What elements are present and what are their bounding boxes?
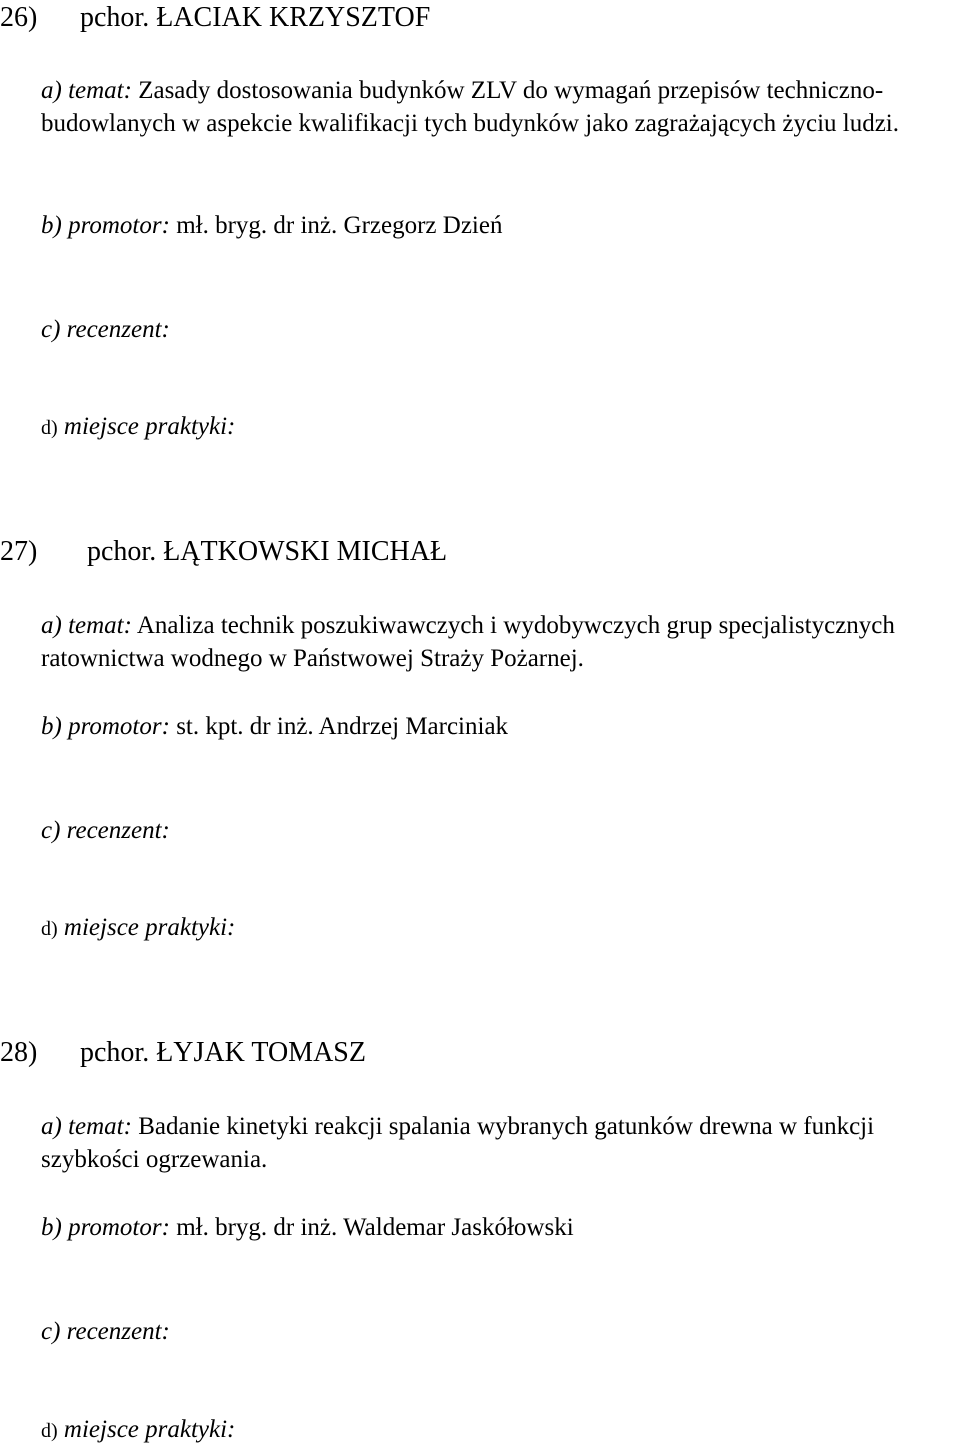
entry-heading [0, 1037, 366, 1069]
reviewer-label: c) recenzent: [41, 316, 170, 343]
place-label: miejsce praktyki: [63, 1416, 236, 1443]
place-label: miejsce praktyki: [63, 413, 236, 440]
reviewer-line [41, 814, 960, 847]
entry-number: 28) [0, 1037, 38, 1068]
topic-line [41, 609, 960, 675]
topic-label: a) temat: [41, 612, 132, 639]
reviewer-label: c) recenzent: [41, 817, 170, 844]
promoter-name: st. kpt. dr inż. Andrzej Marciniak [176, 713, 509, 740]
student-name: pchor. ŁYJAK TOMASZ [80, 1037, 366, 1068]
entry-heading [0, 536, 447, 568]
place-line [41, 911, 960, 946]
promoter-line [41, 710, 960, 743]
topic-text: Zasady dostosowania budynków ZLV do wymagań przepisów techniczno-budowlanych w aspekcie kwalifikacji tych budynków jako zagrażających życiu ludzi. [41, 77, 900, 137]
place-letter: d) [41, 417, 58, 439]
topic-label: a) temat: [41, 1113, 132, 1140]
topic-text: Analiza technik poszukiwawczych i wydobywczych grup specjalistycznych ratownictwa wodnego w Państwowej Straży Pożarnej. [41, 612, 895, 672]
place-line [41, 410, 960, 445]
entry-number: 26) [0, 2, 38, 33]
reviewer-line [41, 313, 960, 346]
topic-line [41, 74, 960, 140]
student-name: pchor. ŁĄTKOWSKI MICHAŁ [87, 536, 448, 567]
topic-label: a) temat: [41, 77, 132, 104]
topic-line [41, 1110, 960, 1176]
promoter-line [41, 209, 960, 242]
entry-number: 27) [0, 536, 38, 567]
topic-text: Badanie kinetyki reakcji spalania wybranych gatunków drewna w funkcji szybkości ogrzewania. [41, 1113, 875, 1173]
reviewer-line [41, 1315, 960, 1348]
promoter-name: mł. bryg. dr inż. Waldemar Jaskółowski [176, 1214, 574, 1241]
student-name: pchor. ŁACIAK KRZYSZTOF [80, 2, 431, 33]
promoter-label: b) promotor: [41, 713, 170, 740]
promoter-label: b) promotor: [41, 1214, 170, 1241]
promoter-line [41, 1211, 960, 1244]
place-letter: d) [41, 918, 58, 940]
promoter-label: b) promotor: [41, 212, 170, 239]
place-line [41, 1413, 960, 1448]
reviewer-label: c) recenzent: [41, 1318, 170, 1345]
place-label: miejsce praktyki: [63, 914, 236, 941]
promoter-name: mł. bryg. dr inż. Grzegorz Dzień [176, 212, 503, 239]
entry-heading [0, 2, 430, 34]
place-letter: d) [41, 1420, 58, 1442]
